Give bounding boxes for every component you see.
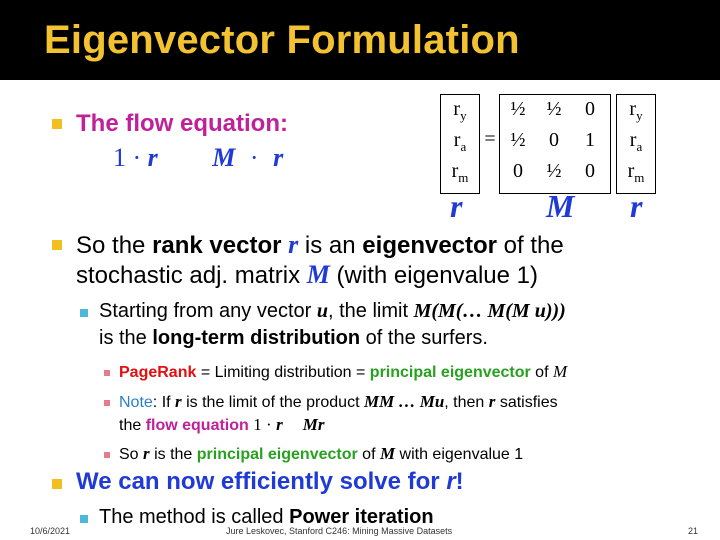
note-line-2: the flow equation 1 · r Mr — [119, 415, 325, 434]
bullet-starting — [80, 309, 88, 317]
m-1-2: 1 — [585, 129, 595, 151]
m-1-0: ½ — [510, 129, 526, 151]
m-0-1: ½ — [546, 98, 562, 120]
note-line-1: Note: If r is the limit of the product MM … Mu, then r satisfies — [119, 392, 558, 411]
lhs-ra: $r_a$ — [453, 129, 467, 154]
m-2-2: 0 — [585, 160, 595, 182]
footer-date: 10/6/2021 — [30, 526, 71, 536]
equals-sign: = — [484, 128, 496, 150]
label-r-right: r — [630, 188, 643, 224]
lhs-rm: $r_m$ — [451, 160, 469, 185]
bullet-note — [104, 400, 110, 406]
footer-page: 21 — [688, 526, 699, 536]
bullet-so — [104, 452, 110, 458]
bullet-power — [80, 515, 88, 523]
footer-credit: Jure Leskovec, Stanford C246: Mining Massive Datasets — [226, 526, 453, 536]
bullet-pagerank — [104, 370, 110, 376]
flow-equation — [113, 143, 283, 173]
rhs-ra: $r_a$ — [629, 129, 643, 154]
m-0-0: ½ — [510, 98, 526, 120]
bullet-rank — [52, 240, 62, 250]
flow-r2: r — [273, 143, 284, 172]
bullet-solve — [52, 479, 62, 489]
bullet-flow — [52, 119, 62, 129]
flow-r: r — [147, 143, 158, 172]
rank-line-1: So the rank vector r is an eigenvector of the — [76, 230, 564, 259]
label-r-left: r — [450, 188, 463, 224]
rhs-ry: $r_y$ — [629, 98, 643, 123]
rhs-rm: $r_m$ — [627, 160, 645, 185]
slide-title: Eigenvector Formulation — [44, 18, 520, 62]
power-line: The method is called Power iteration — [99, 506, 434, 528]
label-M: M — [546, 188, 575, 224]
start-line-2: is the long-term distribution of the surfers. — [99, 327, 488, 349]
title-bar — [0, 0, 720, 80]
flow-dot: · — [249, 143, 259, 172]
start-line-1: Starting from any vector u, the limit M(M(… M(M u))) — [99, 300, 566, 322]
flow-M: M — [212, 143, 236, 172]
so-line: So r is the principal eigenvector of M with eigenvalue 1 — [119, 444, 524, 463]
rank-line-2: stochastic adj. matrix M (with eigenvalue 1) — [76, 260, 538, 289]
m-1-1: 0 — [549, 129, 559, 151]
lhs-ry: $r_y$ — [453, 98, 467, 123]
pagerank-line: PageRank = Limiting distribution = principal eigenvector of M — [119, 362, 568, 381]
m-2-0: 0 — [513, 160, 523, 182]
flow-lhs: 1 · — [113, 143, 142, 172]
solve-line: We can now efficiently solve for r! — [76, 468, 464, 495]
flow-label: The flow equation: — [76, 110, 288, 137]
m-2-1: ½ — [546, 160, 562, 182]
m-0-2: 0 — [585, 98, 595, 120]
